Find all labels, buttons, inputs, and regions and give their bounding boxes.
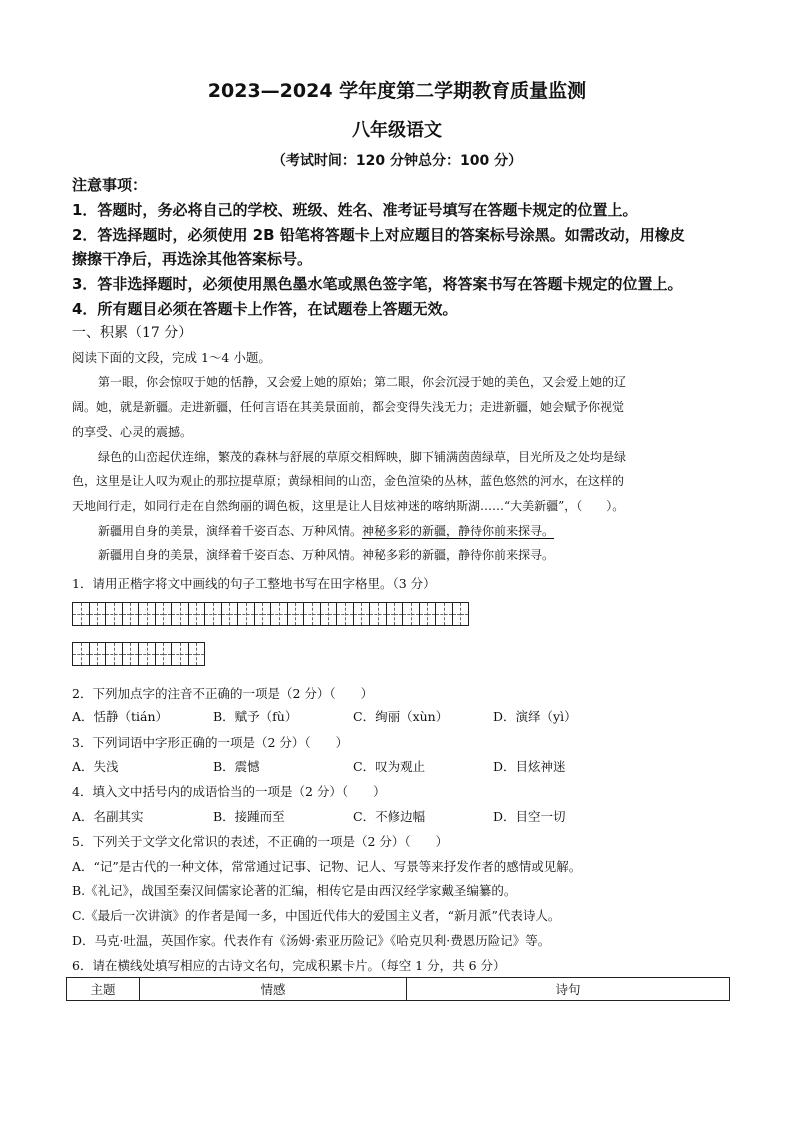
q2-option-a: A．恬静（tián）: [72, 709, 169, 724]
section1-intro: 阅读下面的文段，完成 1～4 小题。: [72, 350, 271, 365]
q5-option-c: C.《最后一次讲演》的作者是闻一多，中国近代伟大的爱国主义者，“新月派”代表诗人。: [72, 908, 561, 923]
writing-grid-row-1: [72, 602, 469, 626]
table-header-row: [67, 978, 730, 1001]
exam-subtitle: 八年级语文: [352, 120, 442, 141]
grid-cell: [402, 602, 419, 626]
grid-cell: [435, 602, 452, 626]
grid-cell: [386, 602, 403, 626]
grid-cell: [237, 602, 254, 626]
question-6: 6．请在横线处填写相应的古诗文名句，完成积累卡片。（每空 1 分，共 6 分）: [72, 958, 506, 973]
table-header-emotion: 情感: [140, 978, 407, 1001]
section1-heading: 一、积累（17 分）: [72, 325, 193, 341]
notice-item-4: 4．所有题目必须在答题卡上作答，在试题卷上答题无效。: [72, 300, 458, 318]
grid-cell: [270, 602, 287, 626]
grid-cell: [369, 602, 386, 626]
q4-option-b: B．接踵而至: [213, 809, 285, 824]
grid-cell: [303, 602, 320, 626]
grid-cell: [72, 602, 89, 626]
grid-cell: [105, 642, 122, 666]
grid-cell: [72, 642, 89, 666]
question-2: 2．下列加点字的注音不正确的一项是（2 分）（ ）: [72, 686, 374, 701]
grid-cell: [171, 642, 188, 666]
grid-cell: [122, 602, 139, 626]
accumulation-card-table: [66, 977, 730, 1001]
exam-info: （考试时间：120 分钟总分：100 分）: [271, 153, 523, 169]
q2-option-c: C．绚丽（xùn）: [353, 709, 449, 724]
question-4: 4．填入文中括号内的成语恰当的一项是（2 分）（ ）: [72, 784, 386, 799]
passage-line-5: 色，这里是让人叹为观止的那拉提草原；黄绿相间的山峦，金色渲染的丛林，蓝色悠然的河水，在这样的: [72, 474, 625, 488]
q3-option-b: B．震憾: [213, 759, 260, 774]
grid-cell: [254, 602, 271, 626]
notice-heading: 注意事项：: [72, 176, 148, 194]
passage-line-8: 新疆用自身的美景，演绎着千姿百态、万种风情。神秘多彩的新疆，静待你前来探寻。: [98, 548, 555, 562]
q3-option-a: A．失浅: [72, 759, 119, 774]
grid-cell: [89, 602, 106, 626]
grid-cell: [336, 602, 353, 626]
grid-cell: [188, 602, 205, 626]
grid-cell: [188, 642, 206, 666]
passage-line-4: 绿色的山峦起伏连绵，繁茂的森林与舒展的草原交相辉映，脚下铺满茵茵绿草，目光所及之处均是绿: [98, 450, 627, 464]
question-1: 1．请用正楷字将文中画线的句子工整地书写在田字格里。（3 分）: [72, 576, 436, 591]
q5-option-a: A．“记”是古代的一种文体，常常通过记事、记物、记人、写景等来抒发作者的感情或见解。: [72, 859, 582, 874]
grid-cell: [105, 602, 122, 626]
grid-cell: [138, 642, 155, 666]
q5-option-d: D．马克·吐温，英国作家。代表作有《汤姆·索亚历险记》《哈克贝利·费恩历险记》等。: [72, 933, 551, 948]
grid-cell: [89, 642, 106, 666]
table-header-theme: 主题: [67, 978, 140, 1001]
passage-line-6: 天地间行走，如同行走在自然绚丽的调色板，这里是让人目炫神迷的喀纳斯湖……“大美新疆”，（ ）。: [72, 499, 625, 513]
grid-cell: [419, 602, 436, 626]
q4-option-d: D．目空一切: [493, 809, 566, 824]
passage-line-1: 第一眼，你会惊叹于她的恬静，又会爱上她的原始；第二眼，你会沉浸于她的美色，又会爱上她的辽: [98, 375, 627, 389]
passage-line-2: 阔。她，就是新疆。走进新疆，任何言语在其美景面前，都会变得失浅无力；走进新疆，她会赋予你视觉: [72, 400, 625, 414]
grid-cell: [221, 602, 238, 626]
table-header-poem: 诗句: [407, 978, 730, 1001]
question-5: 5．下列关于文学文化常识的表述，不正确的一项是（2 分）（ ）: [72, 834, 449, 849]
q5-option-b: B.《礼记》，战国至秦汉间儒家论著的汇编，相传它是由西汉经学家戴圣编纂的。: [72, 883, 517, 898]
q4-option-a: A．名副其实: [72, 809, 144, 824]
grid-cell: [155, 602, 172, 626]
passage-line-7-plain: 新疆用自身的美景，演绎着千姿百态、万种风情。: [98, 524, 363, 538]
q2-option-d: D．演绎（yì）: [493, 709, 577, 724]
q4-option-c: C．不修边幅: [353, 809, 426, 824]
q3-option-c: C．叹为观止: [353, 759, 426, 774]
grid-cell: [353, 602, 370, 626]
passage-line-3: 的享受、心灵的震撼。: [72, 425, 193, 439]
q3-option-d: D．目炫神迷: [493, 759, 566, 774]
grid-cell: [138, 602, 155, 626]
grid-cell: [287, 602, 304, 626]
notice-item-2: 2．答选择题时，必须使用 2B 铅笔将答题卡上对应题目的答案标号涂黑。如需改动，用橡皮: [72, 226, 685, 244]
underlined-sentence: 神秘多彩的新疆，静待你前来探寻。: [362, 524, 555, 538]
writing-grid-row-2: [72, 642, 205, 666]
exam-title: 2023—2024 学年度第二学期教育质量监测: [207, 80, 587, 102]
grid-cell: [320, 602, 337, 626]
notice-item-1: 1．答题时，务必将自己的学校、班级、姓名、准考证号填写在答题卡规定的位置上。: [72, 201, 638, 219]
question-3: 3．下列词语中字形正确的一项是（2 分）（ ）: [72, 735, 349, 750]
notice-item-3: 3．答非选择题时，必须使用黑色墨水笔或黑色签字笔，将答案书写在答题卡规定的位置上。: [72, 275, 683, 293]
grid-cell: [204, 602, 221, 626]
grid-cell: [122, 642, 139, 666]
grid-cell: [171, 602, 188, 626]
notice-item-2-cont: 擦擦干净后，再选涂其他答案标号。: [72, 250, 313, 268]
q2-option-b: B．赋予（fù）: [213, 709, 298, 724]
passage-line-7: [98, 522, 554, 539]
grid-cell: [452, 602, 470, 626]
grid-cell: [155, 642, 172, 666]
